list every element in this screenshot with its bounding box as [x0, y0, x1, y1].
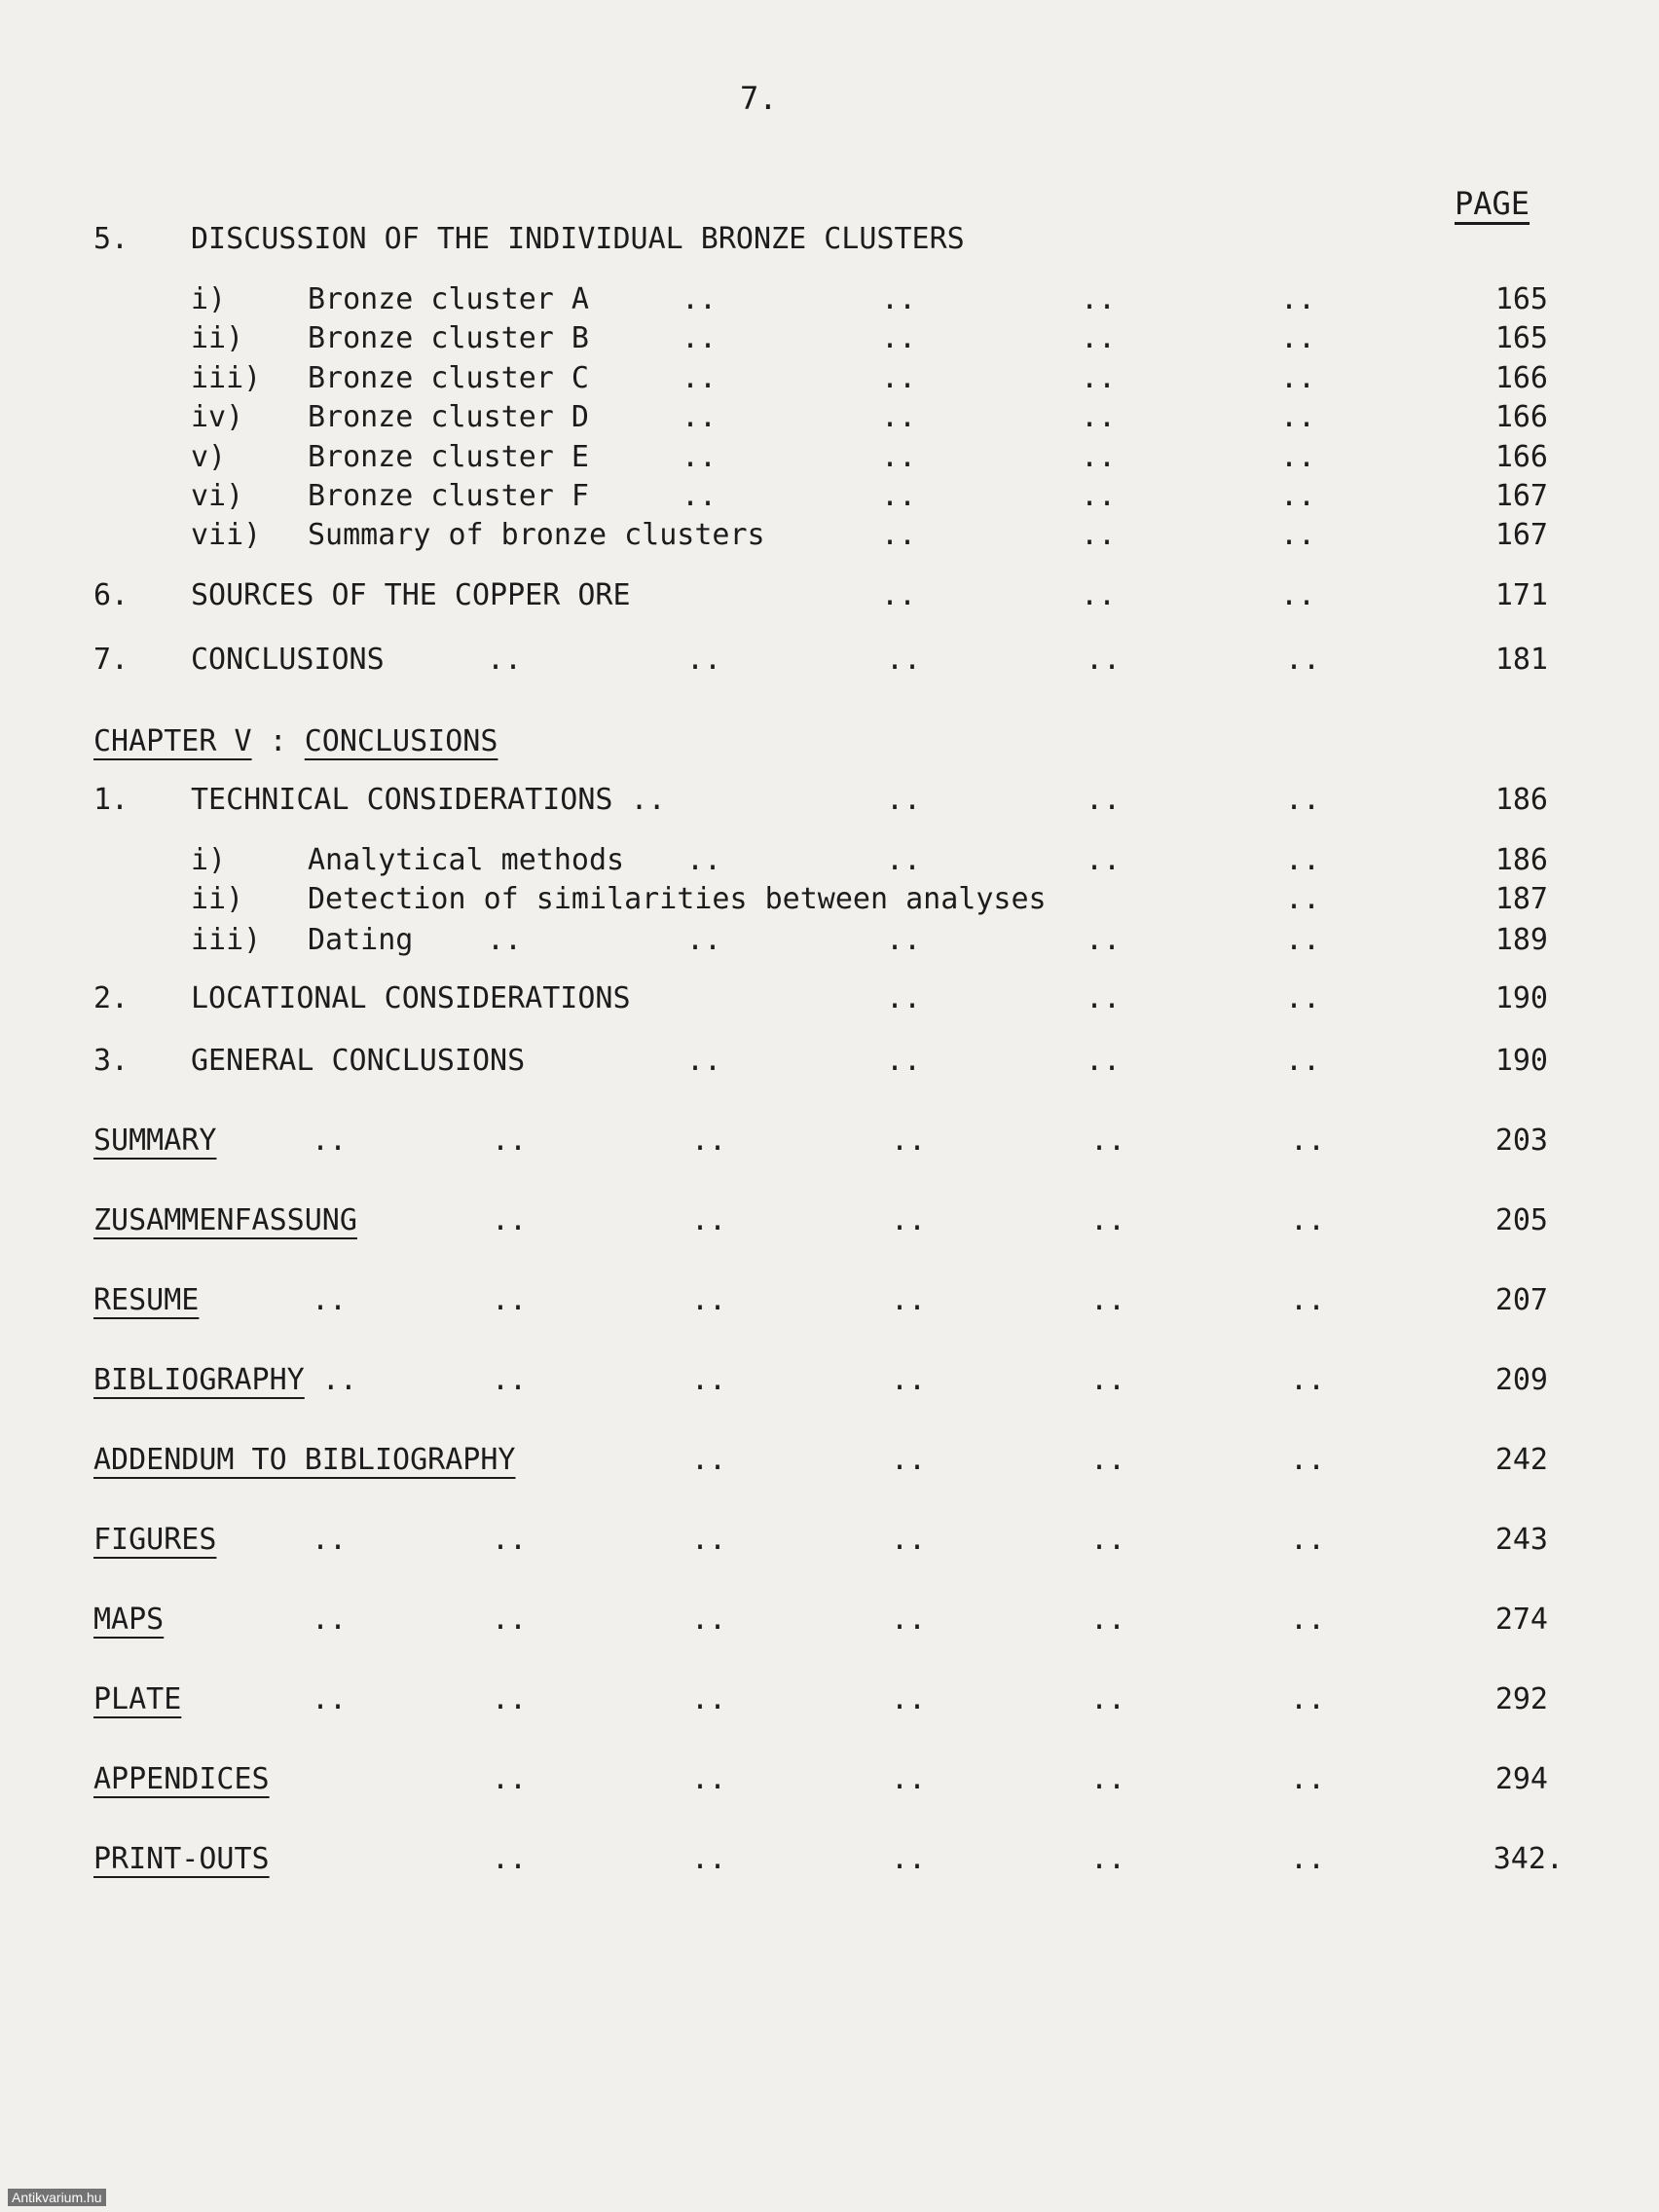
toc-entry	[0, 361, 1659, 404]
toc-entry-title: ADDENDUM TO BIBLIOGRAPHY	[93, 1443, 516, 1477]
toc-entry	[0, 1044, 1659, 1087]
toc-entry-number: iv)	[191, 400, 244, 434]
leader-dots: ..	[686, 1044, 722, 1078]
toc-entry-number: 1.	[93, 783, 129, 817]
leader-dots: ..	[492, 1603, 528, 1637]
leader-dots: ..	[1280, 361, 1316, 395]
leader-dots: ..	[1280, 321, 1316, 355]
leader-dots: ..	[1090, 1762, 1126, 1796]
leader-dots: ..	[1285, 843, 1321, 877]
toc-entry	[0, 882, 1659, 925]
leader-dots: ..	[1290, 1523, 1326, 1557]
leader-dots: ..	[492, 1762, 528, 1796]
toc-entry-title: CONCLUSIONS	[191, 643, 385, 677]
leader-dots: ..	[686, 923, 722, 957]
toc-entry	[0, 479, 1659, 522]
leader-dots: ..	[891, 1203, 927, 1237]
leader-dots: ..	[1285, 923, 1321, 957]
toc-entry-page: 186	[1494, 783, 1548, 817]
toc-entry-title: APPENDICES	[93, 1762, 270, 1796]
toc-entry	[0, 1443, 1659, 1486]
toc-entry-title: FIGURES	[93, 1523, 217, 1557]
toc-entry-number: ii)	[191, 882, 244, 916]
leader-dots: ..	[881, 361, 917, 395]
leader-dots: ..	[691, 1603, 727, 1637]
leader-dots: ..	[487, 643, 523, 677]
toc-entry-number: iii)	[191, 923, 262, 957]
leader-dots: ..	[1285, 882, 1321, 916]
leader-dots: ..	[1090, 1603, 1126, 1637]
leader-dots: ..	[691, 1203, 727, 1237]
leader-dots: ..	[891, 1283, 927, 1317]
toc-entry	[0, 1603, 1659, 1645]
leader-dots: ..	[1285, 1044, 1321, 1078]
leader-dots: ..	[312, 1124, 348, 1158]
toc-entry-title: CHAPTER V : CONCLUSIONS	[93, 724, 498, 758]
toc-entry-page: 186	[1494, 843, 1548, 877]
toc-entry	[0, 843, 1659, 886]
toc-entry	[0, 518, 1659, 561]
leader-dots: ..	[1290, 1283, 1326, 1317]
toc-entry-number: iii)	[191, 361, 262, 395]
leader-dots: ..	[487, 923, 523, 957]
toc-entry	[0, 1124, 1659, 1166]
toc-entry-title: RESUME	[93, 1283, 200, 1317]
toc-entry-page: 190	[1494, 1044, 1548, 1078]
leader-dots: ..	[1081, 282, 1117, 316]
toc-entry-page: 203	[1494, 1124, 1548, 1158]
leader-dots: ..	[1081, 479, 1117, 513]
leader-dots: ..	[492, 1203, 528, 1237]
leader-dots: ..	[1086, 843, 1122, 877]
toc-entry	[0, 923, 1659, 966]
toc-entry-page: 189	[1494, 923, 1548, 957]
leader-dots: ..	[1290, 1203, 1326, 1237]
leader-dots: ..	[881, 321, 917, 355]
leader-dots: ..	[691, 1682, 727, 1716]
toc-entry-number: ii)	[191, 321, 244, 355]
leader-dots: ..	[1280, 518, 1316, 552]
toc-entry-title: GENERAL CONCLUSIONS	[191, 1044, 526, 1078]
toc-entry-title: MAPS	[93, 1603, 165, 1637]
leader-dots: ..	[312, 1682, 348, 1716]
leader-dots: ..	[1081, 361, 1117, 395]
leader-dots: ..	[492, 1124, 528, 1158]
toc-entry-number: 7.	[93, 643, 129, 677]
leader-dots: ..	[881, 440, 917, 474]
leader-dots: ..	[492, 1523, 528, 1557]
toc-entry	[0, 783, 1659, 826]
leader-dots: ..	[1280, 400, 1316, 434]
leader-dots: ..	[686, 843, 722, 877]
toc-entry-page: 187	[1494, 882, 1548, 916]
toc-entry	[0, 1842, 1659, 1885]
leader-dots: ..	[492, 1682, 528, 1716]
toc-entry	[0, 1682, 1659, 1725]
toc-entry	[0, 1363, 1659, 1406]
toc-entry	[0, 1523, 1659, 1566]
toc-entry-page: 242	[1494, 1443, 1548, 1477]
leader-dots: ..	[1090, 1283, 1126, 1317]
leader-dots: ..	[1290, 1443, 1326, 1477]
leader-dots: ..	[691, 1283, 727, 1317]
toc-entry-title: Bronze cluster E	[308, 440, 589, 474]
leader-dots: ..	[1290, 1682, 1326, 1716]
leader-dots: ..	[886, 843, 922, 877]
leader-dots: ..	[682, 282, 718, 316]
toc-entry	[0, 282, 1659, 325]
toc-entry-title: DISCUSSION OF THE INDIVIDUAL BRONZE CLUSTERS	[191, 222, 965, 256]
toc-entry-page: 292	[1494, 1682, 1548, 1716]
leader-dots: ..	[1086, 783, 1122, 817]
leader-dots: ..	[886, 981, 922, 1015]
leader-dots: ..	[1290, 1603, 1326, 1637]
toc-entry-page: 166	[1494, 400, 1548, 434]
toc-entry-title: Dating	[308, 923, 414, 957]
toc-entry-page: 166	[1494, 440, 1548, 474]
toc-entry-title: Bronze cluster A	[308, 282, 589, 316]
leader-dots: ..	[686, 643, 722, 677]
leader-dots: ..	[691, 1443, 727, 1477]
toc-entry	[0, 724, 1659, 767]
leader-dots: ..	[1290, 1762, 1326, 1796]
leader-dots: ..	[1090, 1363, 1126, 1397]
leader-dots: ..	[886, 923, 922, 957]
leader-dots: ..	[1081, 440, 1117, 474]
toc-entry-number: vi)	[191, 479, 244, 513]
toc-entry-number: 5.	[93, 222, 129, 256]
toc-entry-page: 274	[1494, 1603, 1548, 1637]
toc-entry-title: TECHNICAL CONSIDERATIONS ..	[191, 783, 666, 817]
leader-dots: ..	[1280, 578, 1316, 612]
leader-dots: ..	[881, 518, 917, 552]
toc-entry	[0, 1203, 1659, 1246]
leader-dots: ..	[691, 1762, 727, 1796]
toc-entry-number: vii)	[191, 518, 262, 552]
toc-entry	[0, 1283, 1659, 1326]
leader-dots: ..	[1081, 578, 1117, 612]
toc-entry-title: Bronze cluster B	[308, 321, 589, 355]
toc-entry	[0, 981, 1659, 1024]
leader-dots: ..	[1081, 321, 1117, 355]
toc-entry-number: v)	[191, 440, 227, 474]
leader-dots: ..	[492, 1363, 528, 1397]
toc-entry	[0, 222, 1659, 265]
leader-dots: ..	[682, 361, 718, 395]
leader-dots: ..	[1280, 282, 1316, 316]
toc-entry-page: 294	[1494, 1762, 1548, 1796]
leader-dots: ..	[682, 400, 718, 434]
toc-entry-page: 167	[1494, 518, 1548, 552]
leader-dots: ..	[492, 1283, 528, 1317]
leader-dots: ..	[1090, 1523, 1126, 1557]
leader-dots: ..	[1090, 1443, 1126, 1477]
leader-dots: ..	[891, 1363, 927, 1397]
toc-entry-number: i)	[191, 282, 227, 316]
leader-dots: ..	[1280, 440, 1316, 474]
leader-dots: ..	[1081, 400, 1117, 434]
leader-dots: ..	[881, 479, 917, 513]
toc-entry-title: PRINT-OUTS	[93, 1842, 270, 1876]
leader-dots: ..	[1280, 479, 1316, 513]
toc-entry-number: 3.	[93, 1044, 129, 1078]
leader-dots: ..	[682, 440, 718, 474]
toc-entry-number: 2.	[93, 981, 129, 1015]
leader-dots: ..	[891, 1523, 927, 1557]
toc-entry-page: 166	[1494, 361, 1548, 395]
leader-dots: ..	[886, 783, 922, 817]
leader-dots: ..	[1090, 1124, 1126, 1158]
leader-dots: ..	[492, 1842, 528, 1876]
leader-dots: ..	[1090, 1203, 1126, 1237]
leader-dots: ..	[312, 1523, 348, 1557]
leader-dots: ..	[881, 282, 917, 316]
toc-entry-title: BIBLIOGRAPHY ..	[93, 1363, 357, 1397]
leader-dots: ..	[1086, 981, 1122, 1015]
toc-entry-number: i)	[191, 843, 227, 877]
leader-dots: ..	[891, 1682, 927, 1716]
leader-dots: ..	[312, 1603, 348, 1637]
leader-dots: ..	[691, 1523, 727, 1557]
toc-entry-page: 342.	[1493, 1842, 1564, 1876]
page-number: 7.	[740, 80, 778, 117]
toc-entry-page: 205	[1494, 1203, 1548, 1237]
leader-dots: ..	[1086, 643, 1122, 677]
toc-entry-title: PLATE	[93, 1682, 182, 1716]
toc-entry	[0, 440, 1659, 483]
toc-entry-page: 165	[1494, 321, 1548, 355]
leader-dots: ..	[891, 1603, 927, 1637]
toc-entry-title: Summary of bronze clusters	[308, 518, 765, 552]
leader-dots: ..	[1285, 643, 1321, 677]
leader-dots: ..	[1290, 1363, 1326, 1397]
toc-entry-title: Bronze cluster D	[308, 400, 589, 434]
toc-entry-title: Bronze cluster F	[308, 479, 589, 513]
leader-dots: ..	[1290, 1842, 1326, 1876]
toc-entry-title: LOCATIONAL CONSIDERATIONS	[191, 981, 631, 1015]
toc-entry-title: Analytical methods	[308, 843, 625, 877]
toc-entry	[0, 1762, 1659, 1805]
toc-entry	[0, 578, 1659, 621]
toc-entry-title: SUMMARY	[93, 1124, 217, 1158]
toc-entry-page: 181	[1494, 643, 1548, 677]
leader-dots: ..	[682, 321, 718, 355]
toc-entry-page: 243	[1494, 1523, 1548, 1557]
toc-entry-page: 165	[1494, 282, 1548, 316]
leader-dots: ..	[1285, 783, 1321, 817]
leader-dots: ..	[691, 1124, 727, 1158]
leader-dots: ..	[1285, 981, 1321, 1015]
leader-dots: ..	[312, 1283, 348, 1317]
leader-dots: ..	[1081, 518, 1117, 552]
toc-entry	[0, 643, 1659, 685]
leader-dots: ..	[891, 1842, 927, 1876]
leader-dots: ..	[886, 1044, 922, 1078]
toc-entry-page: 190	[1494, 981, 1548, 1015]
leader-dots: ..	[1086, 1044, 1122, 1078]
toc-entry-page: 167	[1494, 479, 1548, 513]
leader-dots: ..	[886, 643, 922, 677]
toc-entry-title: Detection of similarities between analyses	[308, 882, 1047, 916]
toc-entry-number: 6.	[93, 578, 129, 612]
leader-dots: ..	[891, 1124, 927, 1158]
leader-dots: ..	[881, 578, 917, 612]
leader-dots: ..	[691, 1363, 727, 1397]
leader-dots: ..	[1290, 1124, 1326, 1158]
leader-dots: ..	[691, 1842, 727, 1876]
toc-entry-title: ZUSAMMENFASSUNG	[93, 1203, 357, 1237]
watermark: Antikvarium.hu	[8, 2189, 106, 2206]
leader-dots: ..	[891, 1762, 927, 1796]
leader-dots: ..	[891, 1443, 927, 1477]
toc-entry-title: SOURCES OF THE COPPER ORE	[191, 578, 631, 612]
leader-dots: ..	[1090, 1842, 1126, 1876]
toc-entry-page: 209	[1494, 1363, 1548, 1397]
toc-entry	[0, 321, 1659, 364]
page-column-header: PAGE	[1455, 185, 1530, 222]
toc-entry	[0, 400, 1659, 443]
leader-dots: ..	[1090, 1682, 1126, 1716]
leader-dots: ..	[881, 400, 917, 434]
leader-dots: ..	[1086, 923, 1122, 957]
toc-entry-page: 171	[1494, 578, 1548, 612]
leader-dots: ..	[682, 479, 718, 513]
toc-entry-title: Bronze cluster C	[308, 361, 589, 395]
toc-entry-page: 207	[1494, 1283, 1548, 1317]
